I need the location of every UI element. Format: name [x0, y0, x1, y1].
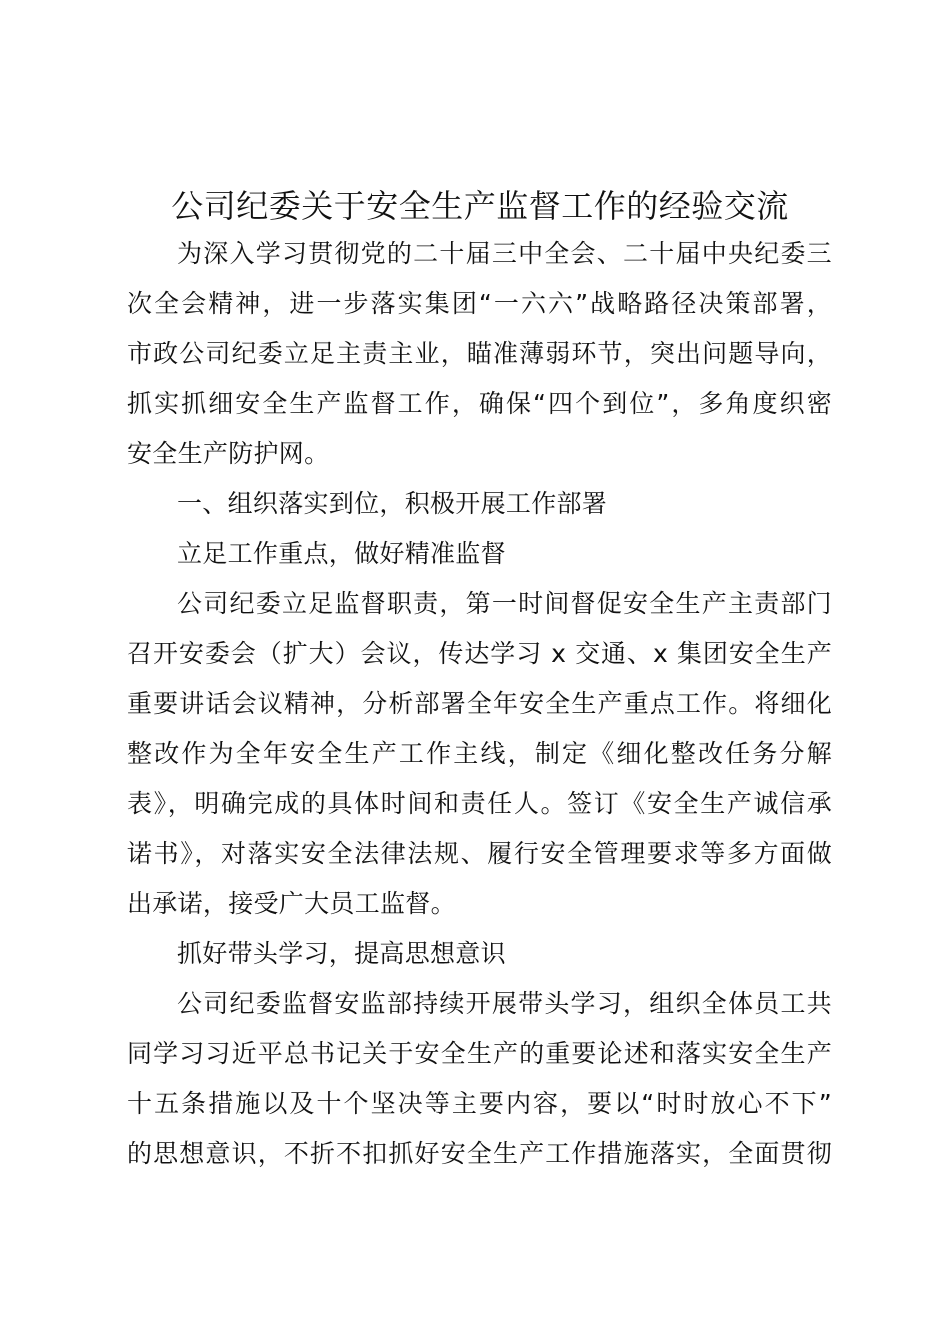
paragraph-line: 重要讲话会议精神，分析部署全年安全生产重点工作。将细化 — [127, 689, 832, 718]
paragraph-line: 诺书》，对落实安全法律法规、履行安全管理要求等多方面做 — [127, 839, 832, 868]
document-title: 公司纪委关于安全生产监督工作的经验交流 — [171, 187, 789, 225]
paragraph-line: 表》，明确完成的具体时间和责任人。签订《安全生产诚信承 — [127, 789, 832, 818]
paragraph-line: 安全生产防护网。 — [127, 439, 330, 468]
paragraph-line: 抓实抓细安全生产监督工作，确保“四个到位”，多角度织密 — [127, 389, 832, 418]
section-heading: 一、组织落实到位，积极开展工作部署 — [177, 489, 608, 518]
paragraph-line: 的思想意识，不折不扣抓好安全生产工作措施落实，全面贯彻 — [127, 1139, 832, 1168]
subsection-heading: 抓好带头学习，提高思想意识 — [177, 939, 506, 968]
paragraph-line: 市政公司纪委立足主责主业，瞄准薄弱环节，突出问题导向， — [127, 339, 832, 368]
paragraph-line: 次全会精神，进一步落实集团“一六六”战略路径决策部署， — [127, 289, 832, 318]
subsection-heading: 立足工作重点，做好精准监督 — [177, 539, 506, 568]
paragraph-line: 公司纪委立足监督职责，第一时间督促安全生产主责部门 — [177, 589, 832, 618]
paragraph-line: 十五条措施以及十个坚决等主要内容，要以“时时放心不下” — [127, 1089, 832, 1118]
paragraph-line: 出承诺，接受广大员工监督。 — [127, 889, 456, 918]
paragraph-line: 公司纪委监督安监部持续开展带头学习，组织全体员工共 — [177, 989, 832, 1018]
paragraph-line: 整改作为全年安全生产工作主线，制定《细化整改任务分解 — [127, 739, 832, 768]
paragraph-line: 召开安委会（扩大）会议，传达学习 x 交通、x 集团安全生产 — [127, 639, 832, 668]
paragraph-line: 同学习习近平总书记关于安全生产的重要论述和落实安全生产 — [127, 1039, 832, 1068]
paragraph-line: 为深入学习贯彻党的二十届三中全会、二十届中央纪委三 — [177, 239, 832, 268]
